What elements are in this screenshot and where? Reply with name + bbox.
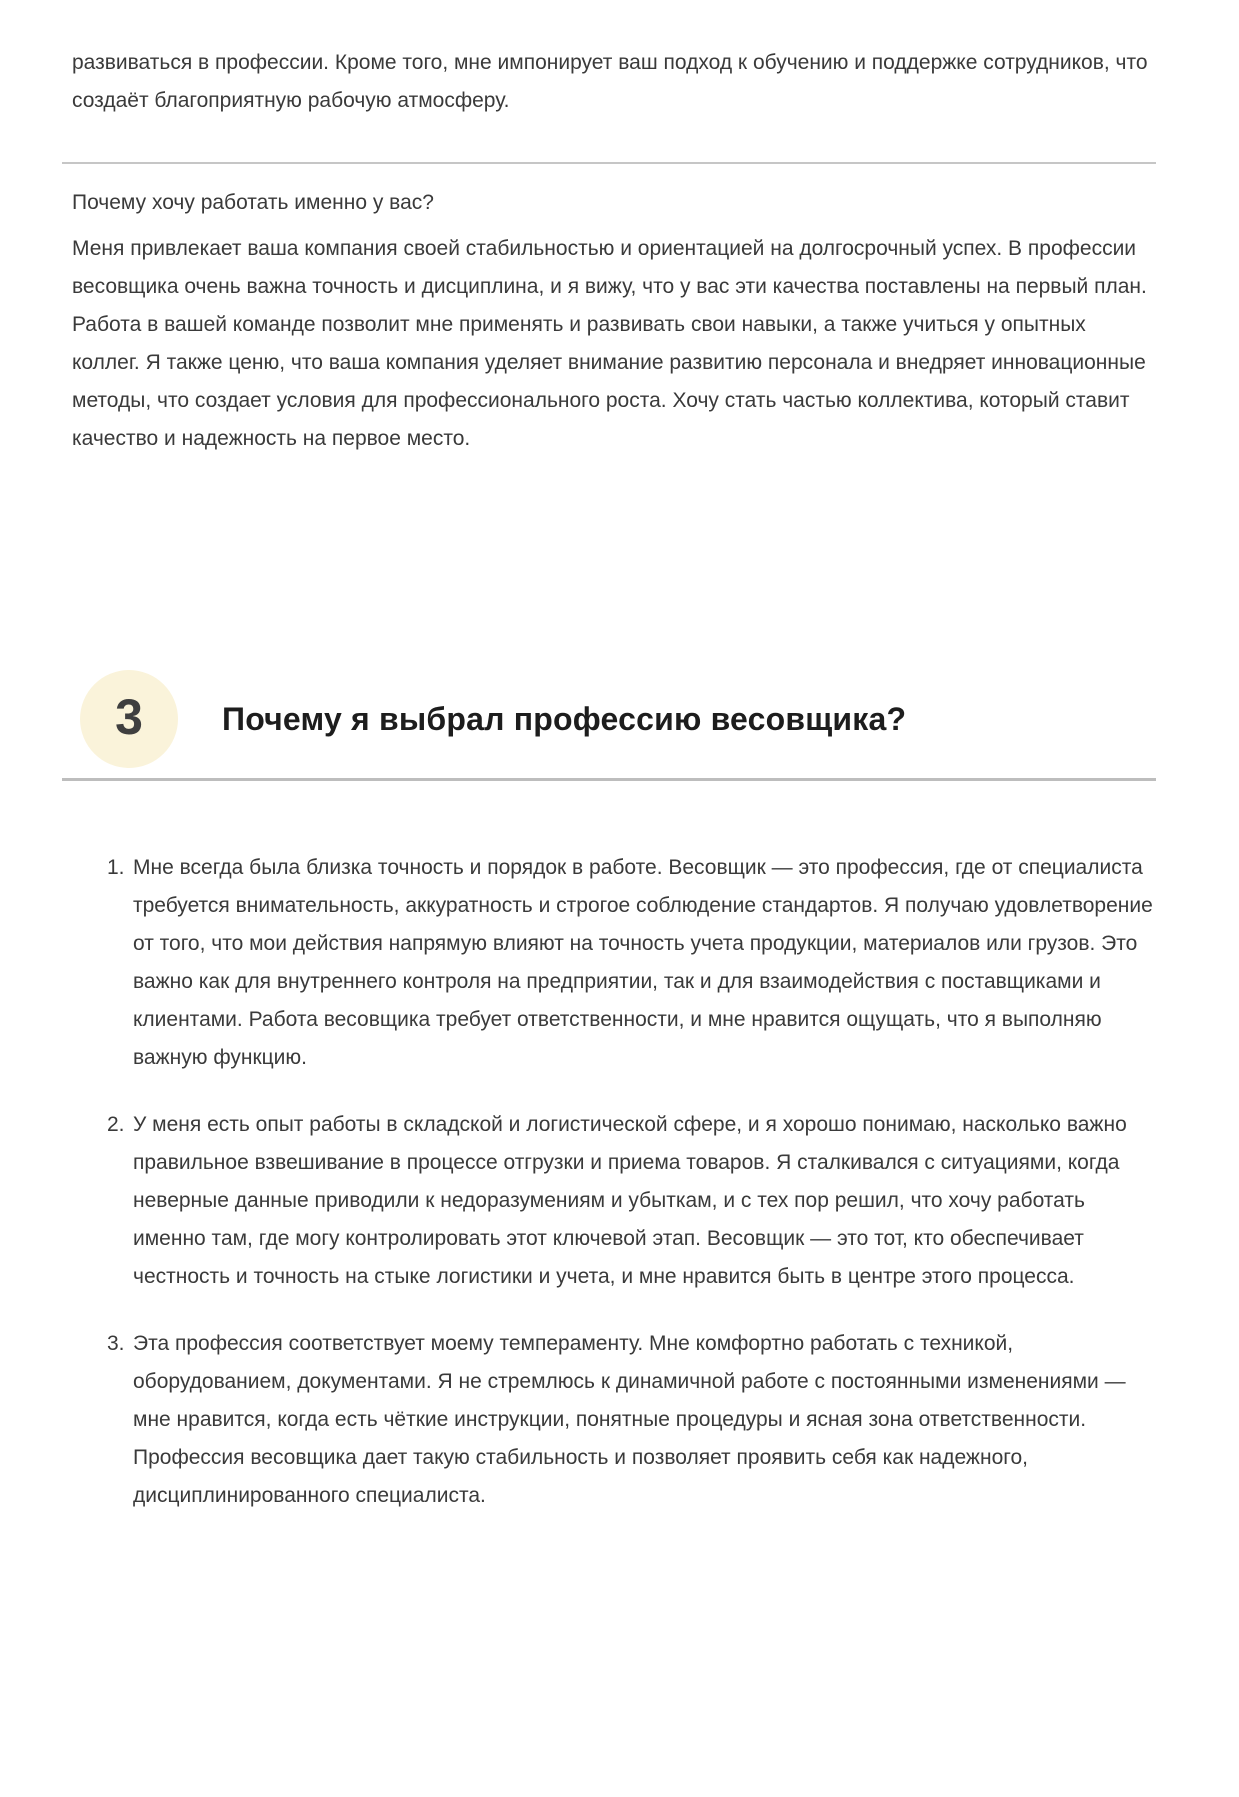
section-3-header <box>62 670 1156 781</box>
list-item-number: 3. <box>107 1332 125 1355</box>
why-you-heading: Почему хочу работать именно у вас? <box>72 191 434 214</box>
reasons-list <box>62 849 1156 1515</box>
why-you-paragraph: Меня привлекает ваша компания своей стабильностью и ориентацией на долгосрочный успех. В профессии весовщика очень важна точность и дисциплина, и я вижу, что у вас эти качества поставлены на первый план. Работа в вашей команде позволит мне применять и развивать свои навыки, а также учиться у опытных коллег. Я также ценю, что ваша компания уделяет внимание развитию персонала и внедряет инновационные методы, что создает условия для профессионального роста. Хочу стать частью коллектива, который ставит качество и надежность на первое место. <box>72 237 1147 450</box>
section-title: Почему я выбрал профессию весовщика? <box>222 701 907 737</box>
section-number-badge <box>80 670 178 768</box>
list-item-number: 2. <box>107 1113 125 1136</box>
list-item-text: У меня есть опыт работы в складской и логистической сфере, и я хорошо понимаю, насколько важно правильное взвешивание в процессе отгрузки и приема товаров. Я сталкивался с ситуациями, когда неверные данные приводили к недоразумениям и убыткам, и с тех пор решил, что хочу работать именно там, где могу контролировать этот ключевой этап. Весовщик — это тот, кто обеспечивает честность и точность на стыке логистики и учета, и мне нравится быть в центре этого процесса. <box>133 1113 1127 1288</box>
intro-paragraph: развиваться в профессии. Кроме того, мне импонирует ваш подход к обучению и поддержке сотрудников, что создаёт благоприятную рабочую атмосферу. <box>72 51 1148 112</box>
list-item-text: Мне всегда была близка точность и порядок в работе. Весовщик — это профессия, где от специалиста требуется внимательность, аккуратность и строгое соблюдение стандартов. Я получаю удовлетворение от того, что мои действия напрямую влияют на точность учета продукции, материалов или грузов. Это важно как для внутреннего контроля на предприятии, так и для взаимодействия с поставщиками и клиентами. Работа весовщика требует ответственности, и мне нравится ощущать, что я выполняю важную функцию. <box>133 856 1153 1069</box>
list-item-text: Эта профессия соответствует моему темпераменту. Мне комфортно работать с техникой, оборудованием, документами. Я не стремлюсь к динамичной работе с постоянными изменениями — мне нравится, когда есть чёткие инструкции, понятные процедуры и ясная зона ответственности. Профессия весовщика дает такую стабильность и позволяет проявить себя как надежного, дисциплинированного специалиста. <box>133 1332 1126 1507</box>
list-item <box>62 1106 1156 1296</box>
list-item <box>62 1325 1156 1515</box>
section-number: 3 <box>115 689 143 745</box>
document-page <box>62 44 1156 1515</box>
list-item-number: 1. <box>107 856 125 879</box>
list-item <box>62 849 1156 1077</box>
section-divider <box>62 162 1156 164</box>
